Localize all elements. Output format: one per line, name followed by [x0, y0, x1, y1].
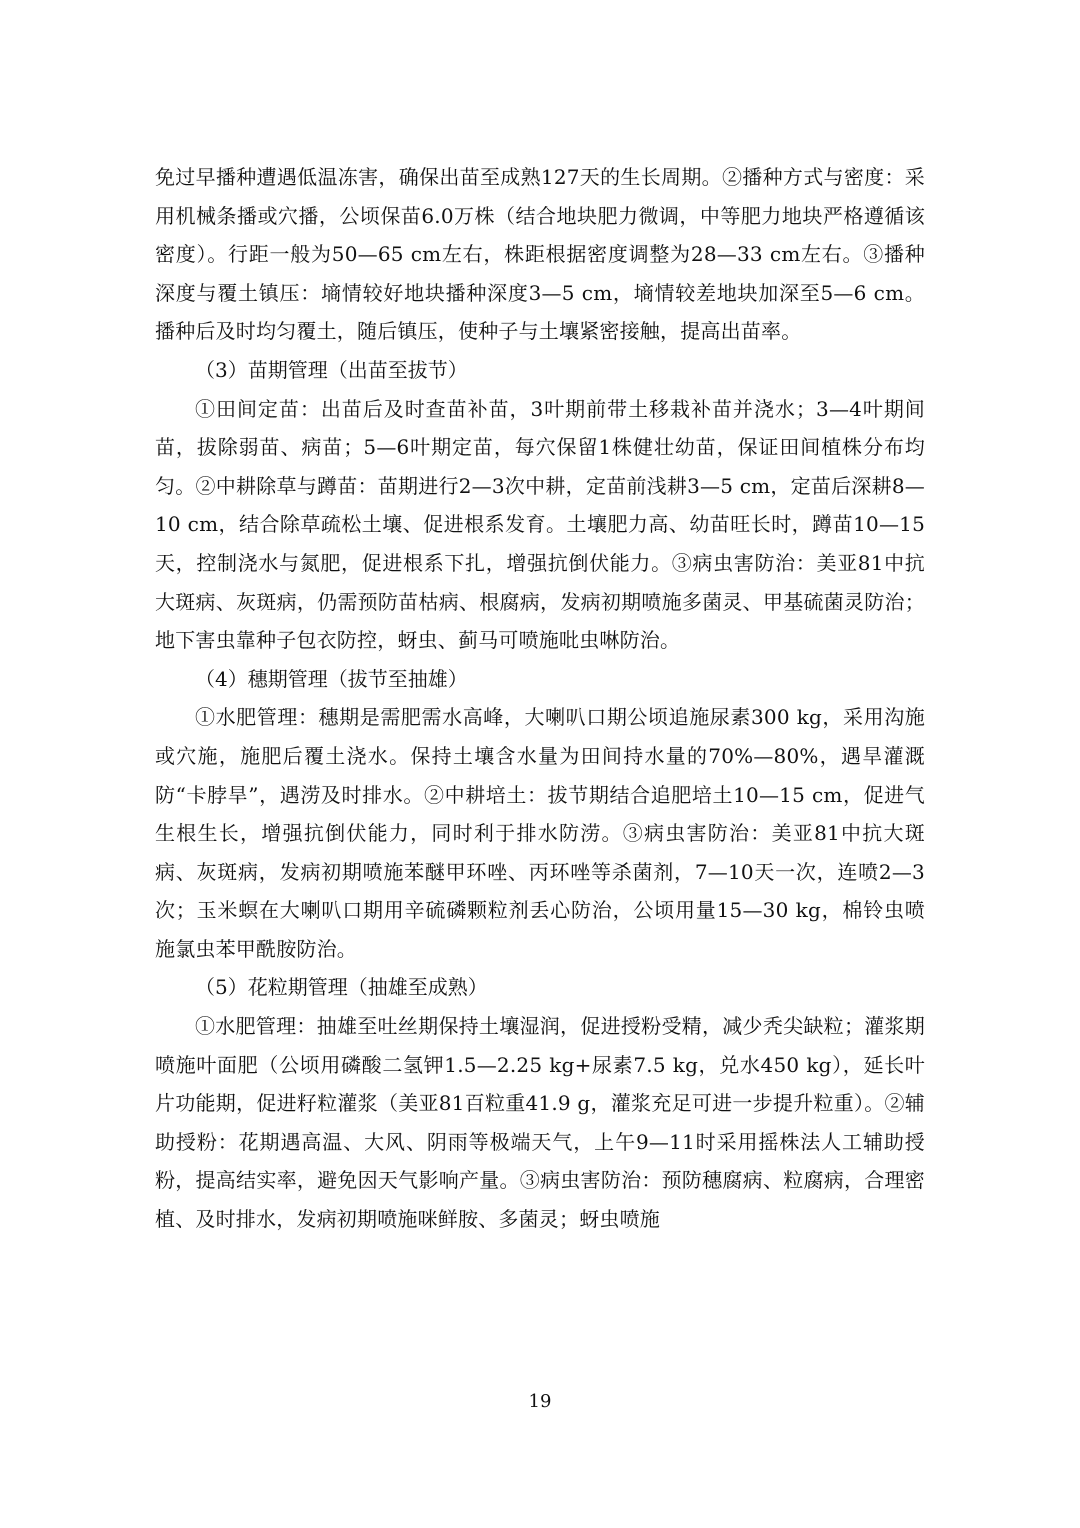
paragraph-sowing-continued: 免过早播种遭遇低温冻害，确保出苗至成熟127天的生长周期。②播种方式与密度：采用机械条播或穴播，公顷保苗6.0万株（结合地块肥力微调，中等肥力地块严格遵循该密度）。行距一般为50—65 cm左右，株距根据密度调整为28—33 cm左右。③播种深度与覆土镇压：墒情较好地块播种深度3—5 cm，墒情较差地块加深至5—6 cm。播种后及时均匀覆土，随后镇压，使种子与土壤紧密接触，提高出苗率。 [155, 165, 925, 344]
heading-seedling-stage: （3）苗期管理（出苗至拔节） [195, 357, 468, 382]
paragraph-flowering-stage: ①水肥管理：抽雄至吐丝期保持土壤湿润，促进授粉受精，减少秃尖缺粒；灌浆期喷施叶面肥（公顷用磷酸二氢钾1.5—2.25 kg+尿素7.5 kg，兑水450 kg），延长叶片功能期，促进籽粒灌浆（美亚81百粒重41.9 g，灌浆充足可进一步提升粒重）。②辅助授粉：花期遇高温、大风、阴雨等极端天气，上午9—11时采用摇株法人工辅助授粉，提高结实率，避免因天气影响产量。③病虫害防治：预防穗腐病、粒腐病，合理密植、及时排水，发病初期喷施咪鲜胺、多菌灵；蚜虫喷施 [155, 1014, 925, 1232]
page-number: 19 [528, 1391, 552, 1412]
paragraph-seedling-stage: ①田间定苗：出苗后及时查苗补苗，3叶期前带土移栽补苗并浇水；3—4叶期间苗，拔除弱苗、病苗；5—6叶期定苗，每穴保留1株健壮幼苗，保证田间植株分布均匀。②中耕除草与蹲苗：苗期进行2—3次中耕，定苗前浅耕3—5 cm，定苗后深耕8—10 cm，结合除草疏松土壤、促进根系发育。土壤肥力高、幼苗旺长时，蹲苗10—15天，控制浇水与氮肥，促进根系下扎，增强抗倒伏能力。③病虫害防治：美亚81中抗大斑病、灰斑病，仍需预防苗枯病、根腐病，发病初期喷施多菌灵、甲基硫菌灵防治；地下害虫靠种子包衣防控，蚜虫、蓟马可喷施吡虫啉防治。 [155, 396, 925, 653]
page-body [155, 158, 925, 1239]
paragraph-ear-stage: ①水肥管理：穗期是需肥需水高峰，大喇叭口期公顷追施尿素300 kg，采用沟施或穴施，施肥后覆土浇水。保持土壤含水量为田间持水量的70%—80%，遇旱灌溉防“卡脖旱”，遇涝及时排水。②中耕培土：拔节期结合追肥培土10—15 cm，促进气生根生长，增强抗倒伏能力，同时利于排水防涝。③病虫害防治：美亚81中抗大斑病、灰斑病，发病初期喷施苯醚甲环唑、丙环唑等杀菌剂，7—10天一次，连喷2—3次；玉米螟在大喇叭口期用辛硫磷颗粒剂丢心防治，公顷用量15—30 kg，棉铃虫喷施氯虫苯甲酰胺防治。 [155, 705, 925, 961]
heading-flowering-stage: （5）花粒期管理（抽雄至成熟） [195, 975, 488, 1000]
heading-ear-stage: （4）穗期管理（拔节至抽雄） [195, 666, 468, 691]
